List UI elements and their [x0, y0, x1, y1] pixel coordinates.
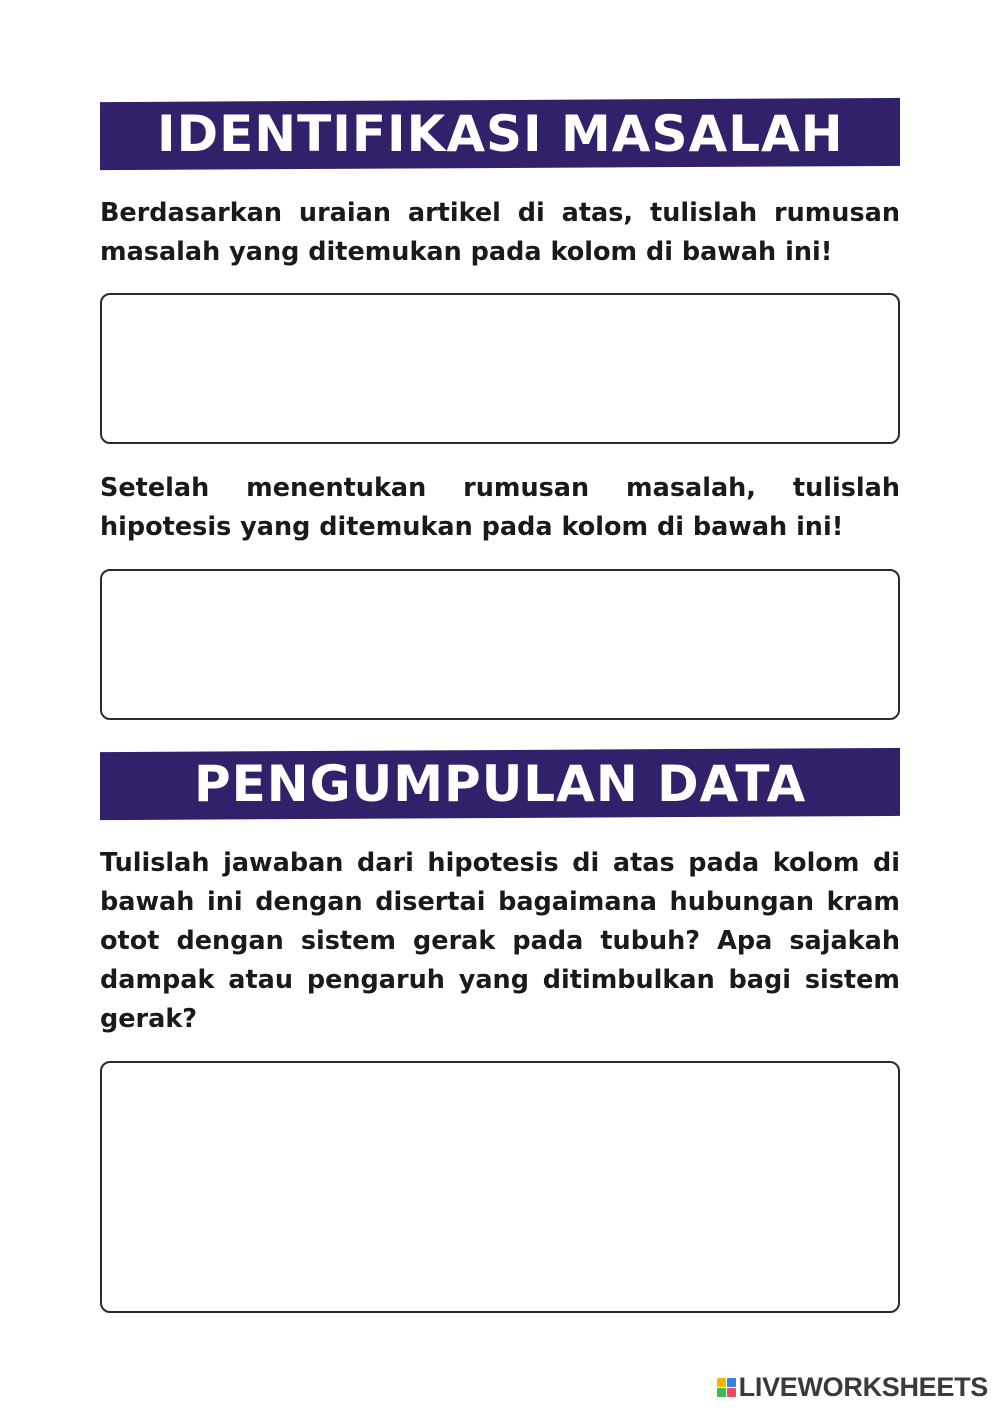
answer-box-rumusan-masalah[interactable] — [100, 293, 900, 444]
answer-input-hipotesis[interactable] — [102, 571, 898, 718]
answer-box-hipotesis[interactable] — [100, 569, 900, 720]
logo-square-blue — [727, 1378, 736, 1387]
section-title-text: IDENTIFIKASI MASALAH — [156, 105, 844, 164]
logo-text: LIVEWORKSHEETS — [738, 1371, 988, 1402]
liveworksheets-logo-icon — [717, 1378, 736, 1397]
logo-square-red — [727, 1388, 736, 1397]
section-title-text: PENGUMPULAN DATA — [193, 755, 807, 813]
logo-square-green — [717, 1388, 726, 1397]
logo-square-yellow — [717, 1378, 726, 1387]
answer-input-pengumpulan-data[interactable] — [102, 1063, 898, 1311]
section-title-identifikasi-masalah — [100, 98, 900, 170]
prompt-rumusan-masalah: Berdasarkan uraian artikel di atas, tulislah rumusan masalah yang ditemukan pada kolom di bawah ini! — [100, 198, 900, 267]
prompt-hipotesis: Setelah menentukan rumusan masalah, tulislah hipotesis yang ditemukan pada kolom di bawah ini! — [100, 473, 900, 542]
answer-input-rumusan-masalah[interactable] — [102, 295, 898, 442]
prompt-pengumpulan-data: Tulislah jawaban dari hipotesis di atas pada kolom di bawah ini dengan disertai bagaimana hubungan kram otot dengan sistem gerak pada tubuh? Apa sajakah dampak atau pengaruh yang ditimbulkan bagi sistem gerak? — [100, 848, 900, 1034]
liveworksheets-logo — [717, 1370, 988, 1404]
answer-box-pengumpulan-data[interactable] — [100, 1061, 900, 1313]
section-title-pengumpulan-data — [100, 748, 900, 820]
